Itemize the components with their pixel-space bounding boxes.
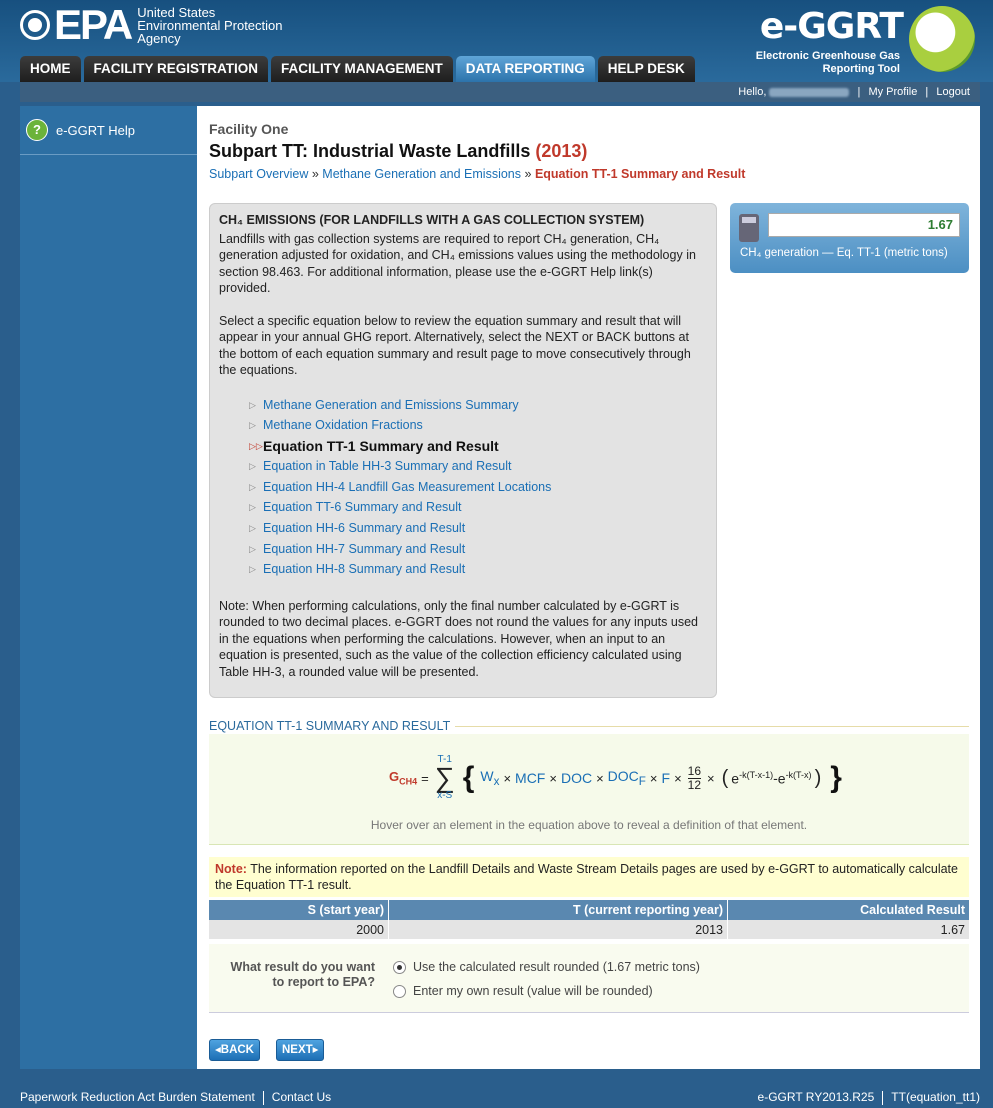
link-eq-table-hh3[interactable]: Equation in Table HH-3 Summary and Result xyxy=(263,459,512,474)
logout-link[interactable]: Logout xyxy=(936,86,970,98)
result-summary-box xyxy=(730,203,969,273)
arrow-right-icon: ▷ xyxy=(249,502,256,513)
eq-fraction xyxy=(688,765,701,792)
eq-left-paren: ( xyxy=(721,766,729,789)
eq-exp-2[interactable] xyxy=(778,770,812,787)
tab-facility-registration[interactable]: FACILITY REGISTRATION xyxy=(84,56,269,82)
eq-exp-1-power: -k(T-x-1) xyxy=(739,769,774,780)
eq-exp-1[interactable] xyxy=(731,770,773,787)
site-header xyxy=(0,0,993,82)
radio-selected-icon[interactable] xyxy=(393,961,406,974)
cell-current-year: 2013 xyxy=(389,920,728,939)
hello-text: Hello, xyxy=(738,86,767,98)
tab-facility-management[interactable]: FACILITY MANAGEMENT xyxy=(271,56,453,82)
hover-note: Hover over an element in the equation above to reveal a definition of that element. xyxy=(370,818,808,832)
egg-title: e-GGRT xyxy=(759,6,903,47)
eq-term-mcf[interactable]: MCF xyxy=(515,770,546,786)
section-title xyxy=(209,719,969,733)
link-eq-hh4[interactable]: Equation HH-4 Landfill Gas Measurement Locations xyxy=(263,479,552,494)
radio-label: Enter my own result (value will be rounded) xyxy=(413,984,653,998)
link-oxidation-fractions[interactable]: Methane Oxidation Fractions xyxy=(263,418,423,433)
footer-divider xyxy=(882,1091,883,1105)
eq-times: × xyxy=(503,770,512,786)
egg-subtitle-2: Reporting Tool xyxy=(822,63,900,75)
eq-term-doc[interactable]: DOC xyxy=(560,770,593,786)
eq-times: × xyxy=(674,770,682,786)
list-item xyxy=(249,559,707,580)
eq-left-brace: { xyxy=(462,761,475,794)
eq-term-docf[interactable] xyxy=(608,768,646,788)
section-title-text: EQUATION TT-1 SUMMARY AND RESULT xyxy=(209,719,451,733)
eq-docf-letters: DOC xyxy=(607,768,639,785)
eq-w-sub: x xyxy=(493,774,500,788)
burden-statement-link[interactable]: Paperwork Reduction Act Burden Statement xyxy=(20,1090,255,1104)
table-header-row xyxy=(209,900,969,920)
eq-fraction-numerator: 16 xyxy=(687,763,702,778)
link-eq-tt1-current[interactable]: Equation TT-1 Summary and Result xyxy=(263,437,499,454)
page-title xyxy=(209,141,587,162)
footer xyxy=(0,1086,993,1108)
agency-line-3: Agency xyxy=(137,30,181,46)
eq-equals: = xyxy=(421,770,429,786)
radio-enter-own[interactable] xyxy=(393,984,653,998)
sidebar-item-label: e-GGRT Help xyxy=(56,122,135,138)
contact-us-link[interactable]: Contact Us xyxy=(271,1090,332,1104)
double-arrow-right-icon: ▷▷ xyxy=(249,440,263,451)
result-label: CH₄ generation — Eq. TT-1 (metric tons) xyxy=(740,247,948,259)
next-button[interactable]: NEXT▸ xyxy=(276,1039,324,1061)
list-item xyxy=(249,518,707,539)
main-nav xyxy=(20,56,695,82)
col-start-year: S (start year) xyxy=(209,900,389,920)
my-profile-link[interactable]: My Profile xyxy=(868,86,918,98)
col-current-year: T (current reporting year) xyxy=(389,900,728,920)
link-eq-hh7[interactable]: Equation HH-7 Summary and Result xyxy=(263,541,466,556)
egg-bird-logo-icon xyxy=(909,6,975,72)
agency-line-1: United States xyxy=(137,4,216,20)
equation-tt1 xyxy=(389,748,848,808)
tab-home[interactable]: HOME xyxy=(20,56,81,82)
list-item xyxy=(249,477,707,498)
arrow-right-icon: ▷ xyxy=(249,523,256,534)
list-item xyxy=(249,497,707,518)
breadcrumb-methane-generation[interactable]: Methane Generation and Emissions xyxy=(322,167,522,181)
cell-start-year: 2000 xyxy=(209,920,389,939)
eq-exp-2-power: -k(T-x) xyxy=(785,769,812,780)
equation-link-list xyxy=(249,395,707,580)
arrow-right-icon: ▷ xyxy=(249,543,256,554)
radio-label: Use the calculated result rounded (1.67 metric tons) xyxy=(413,960,700,974)
page-id-text: TT(equation_tt1) xyxy=(891,1090,980,1104)
col-calculated-result: Calculated Result xyxy=(728,900,970,920)
calculator-icon xyxy=(739,214,759,242)
agency-name xyxy=(137,6,282,45)
arrow-right-icon: ▷ xyxy=(249,420,256,431)
radio-use-calculated[interactable] xyxy=(393,960,700,974)
back-button[interactable]: ◂BACK xyxy=(209,1039,260,1061)
link-eq-hh8[interactable]: Equation HH-8 Summary and Result xyxy=(263,562,466,577)
report-choice-area xyxy=(209,944,969,1013)
eq-g-letter: G xyxy=(389,769,400,785)
main-content xyxy=(197,106,980,1069)
footer-right xyxy=(758,1086,980,1108)
list-item xyxy=(249,456,707,477)
rounding-note: Note: When performing calculations, only the final number calculated by e-GGRT is rounded to two decimal places. e-GGRT does not round the values for any inputs used in the equations when performing the calculations. However, when an input to an equation is presented, such as the value of the collection efficiency calculated using Table HH-3, a rounded value will be presented. xyxy=(219,598,698,679)
eq-minus: - xyxy=(773,770,778,786)
sidebar-item-egg-help[interactable] xyxy=(20,106,197,155)
eq-right-paren: ) xyxy=(814,766,822,789)
info-box-title: CH₄ EMISSIONS (FOR LANDFILLS WITH A GAS COLLECTION SYSTEM) xyxy=(219,213,645,227)
footer-divider xyxy=(263,1091,264,1105)
breadcrumb-separator: » xyxy=(524,167,532,181)
eq-times: × xyxy=(649,770,658,786)
arrow-right-icon: ▷ xyxy=(249,399,256,410)
eq-docf-sub: F xyxy=(638,774,646,788)
note-label: Note: xyxy=(215,862,247,876)
separator: | xyxy=(925,86,929,98)
info-paragraph-2: Select a specific equation below to review the equation summary and result that will appear in your annual GHG report. Alternatively, select the NEXT or BACK buttons at the bottom of each equation summary and result page to move consecutively through the equations. xyxy=(219,313,691,377)
list-item-current xyxy=(249,436,707,457)
breadcrumb-subpart-overview[interactable]: Subpart Overview xyxy=(209,167,309,181)
eq-exp-2-base: e xyxy=(777,770,786,787)
list-item xyxy=(249,395,707,416)
cell-calculated-result: 1.67 xyxy=(728,920,970,939)
page-title-text: Subpart TT: Industrial Waste Landfills xyxy=(209,141,531,161)
facility-name: Facility One xyxy=(209,121,289,137)
equation-area xyxy=(209,734,969,845)
eq-w-letter: W xyxy=(480,768,494,785)
epa-logo[interactable] xyxy=(20,1,283,48)
eq-times: × xyxy=(549,770,557,786)
note-text: The information reported on the Landfill Details and Waste Stream Details pages are used by e-GGRT to automatically calculate the Equation TT-1 result. xyxy=(215,862,958,892)
eq-sum-bottom: x-S xyxy=(437,790,453,801)
link-methane-summary[interactable]: Methane Generation and Emissions Summary xyxy=(263,397,519,412)
list-item xyxy=(249,415,707,436)
arrow-right-icon: ▷ xyxy=(249,564,256,575)
info-paragraph-1: Landfills with gas collection systems are required to report CH₄ generation, CH₄ generation adjusted for oxidation, and CH₄ emissions values using the methodology in section 98.463. For additional information, please use the e-GGRT Help link(s) provided. xyxy=(219,231,696,295)
egg-subtitle-1: Electronic Greenhouse Gas xyxy=(755,50,900,62)
eq-term-wx[interactable] xyxy=(480,768,499,788)
info-box xyxy=(209,203,717,698)
breadcrumb-separator: » xyxy=(311,167,319,181)
report-choice-question: What result do you want to report to EPA? xyxy=(230,960,375,989)
epa-wordmark: EPA xyxy=(54,1,132,48)
arrow-right-icon: ▷ xyxy=(249,461,256,472)
egg-subtitle xyxy=(756,50,900,76)
table-row xyxy=(209,920,969,939)
result-value: 1.67 xyxy=(768,213,960,237)
agency-line-2: Environmental Protection xyxy=(137,17,283,33)
note-bar xyxy=(209,857,969,897)
sigma-icon: ∑ xyxy=(434,762,455,793)
breadcrumb-current: Equation TT-1 Summary and Result xyxy=(534,167,746,181)
eq-sum-top: T-1 xyxy=(437,754,452,765)
page-title-year: (2013) xyxy=(535,141,588,161)
user-name-redacted xyxy=(769,88,849,97)
eq-times: × xyxy=(596,770,604,786)
tab-help-desk[interactable]: HELP DESK xyxy=(598,56,695,82)
eq-right-brace: } xyxy=(830,761,842,794)
breadcrumb xyxy=(209,167,745,181)
link-eq-hh6[interactable]: Equation HH-6 Summary and Result xyxy=(263,521,466,536)
eq-sum xyxy=(435,755,455,801)
epa-seal-icon xyxy=(20,10,50,40)
eq-g-sub: CH4 xyxy=(399,776,418,787)
footer-left xyxy=(20,1086,331,1108)
question-icon: ? xyxy=(26,119,48,141)
eq-term-f[interactable]: F xyxy=(661,770,671,786)
arrow-right-icon: ▷ xyxy=(249,481,256,492)
eq-fraction-denominator: 12 xyxy=(687,777,702,792)
version-text: e-GGRT RY2013.R25 xyxy=(757,1090,875,1104)
tab-data-reporting[interactable]: DATA REPORTING xyxy=(456,56,595,82)
user-bar xyxy=(20,82,980,102)
eq-exp-1-base: e xyxy=(731,770,740,787)
eq-term-g[interactable] xyxy=(389,769,417,787)
list-item xyxy=(249,539,707,560)
link-eq-tt6[interactable]: Equation TT-6 Summary and Result xyxy=(263,500,462,515)
separator: | xyxy=(857,86,861,98)
eq-times: × xyxy=(707,770,715,786)
radio-unselected-icon[interactable] xyxy=(393,985,406,998)
result-table xyxy=(209,900,969,939)
sidebar xyxy=(20,106,197,1069)
